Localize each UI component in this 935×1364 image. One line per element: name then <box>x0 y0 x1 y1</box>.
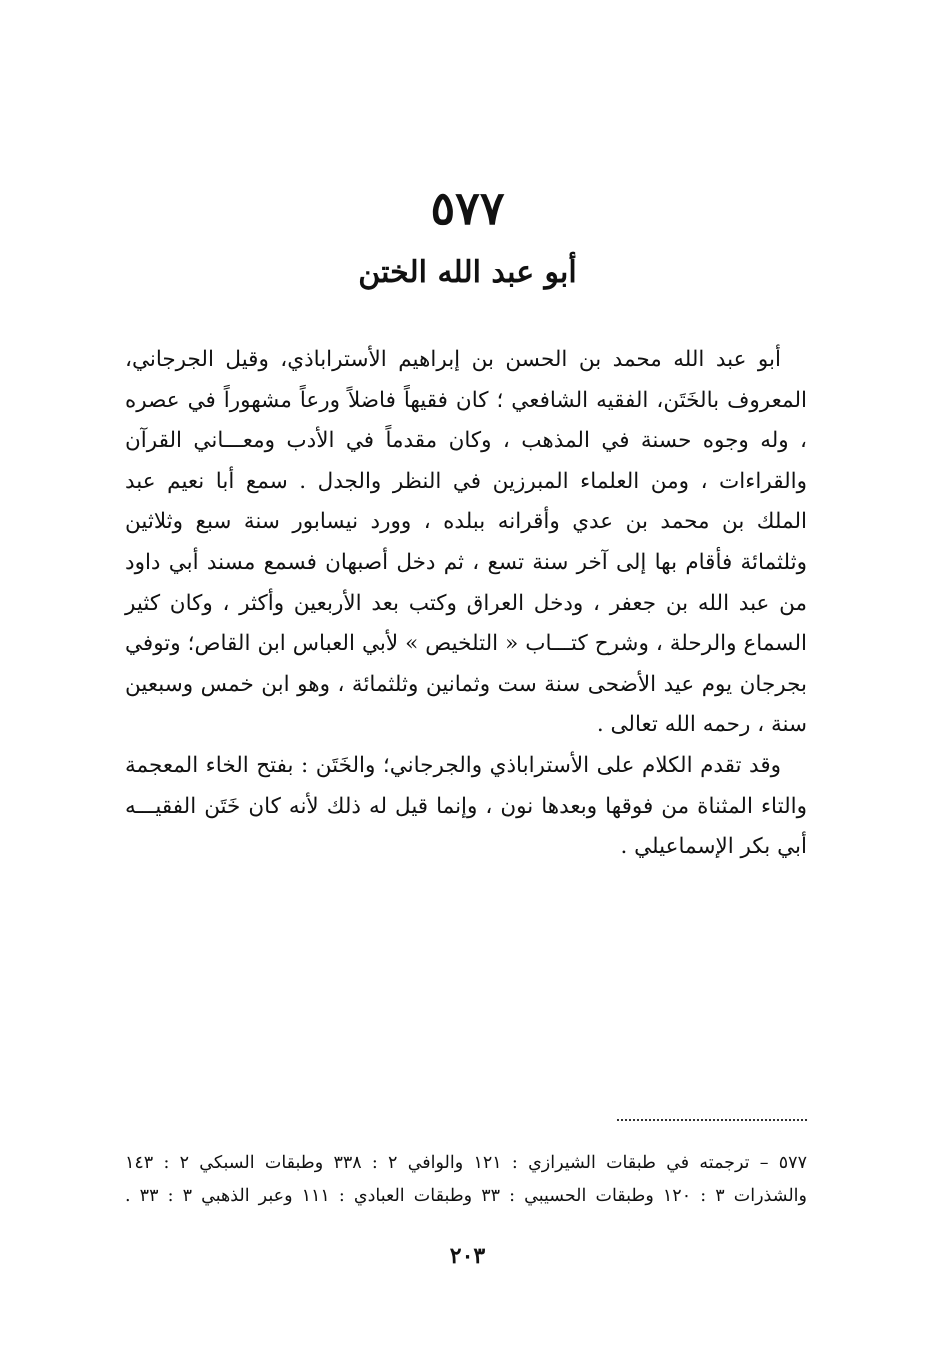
entry-title: أبو عبد الله الختن <box>358 255 577 290</box>
footnote-line-2: والشذرات ٣ : ١٢٠ وطبقات الحسيبي : ٣٣ وطبقات العبادي : ١١١ وعبر الذهبي ٣ : ٣٣ . <box>125 1186 807 1206</box>
page-number: ٢٠٣ <box>449 1243 486 1269</box>
body-paragraph-1: أبو عبد الله محمد بن الحسن بن إبراهيم الأستراباذي، وقيل الجرجاني، المعروف بالخَتَن، الفقيه الشافعي ؛ كان فقيهاً فاضلاً ورعاً مشهوراً في عصره ، وله وجوه حسنة في المذهب ، وكان مقدماً في الأدب ومعـــاني القرآن والقراءات ، ومن العلماء المبرزين في النظر والجدل . سمع أبا نعيم عبد الملك بن محمد بن عدي وأقرانه ببلده ، وورد نيسابور سنة سبع وثلاثين وثلثمائة فأقام بها إلى آخر سنة تسع ، ثم دخل أصبهان فسمع مسند أبي داود من عبد الله بن جعفر ، ودخل العراق وكتب بعد الأربعين وأكثر ، وكان كثير السماع والرحلة ، وشرح كتـــاب « التلخيص » لأبي العباس ابن القاص؛ وتوفي بجرجان يوم عيد الأضحى سنة ست وثمانين وثلثمائة ، وهو ابن خمس وسبعين سنة ، رحمه الله تعالى . <box>125 347 807 738</box>
body-paragraph-2: وقد تقدم الكلام على الأستراباذي والجرجاني؛ والخَتَن : بفتح الخاء المعجمة والتاء المثناة من فوقها وبعدها نون ، وإنما قيل له ذلك لأنه كان خَتَن الفقيـــه أبي بكر الإسماعيلي . <box>125 752 807 860</box>
footnotes <box>125 1147 807 1213</box>
footnote-separator <box>617 1119 807 1121</box>
entry-number: ٥٧٧ <box>430 181 505 235</box>
biography-body <box>125 340 807 868</box>
footnote-line-1: ٥٧٧ – ترجمته في طبقات الشيرازي : ١٢١ والوافي ٢ : ٣٣٨ وطبقات السبكي ٢ : ١٤٣ <box>125 1153 807 1173</box>
